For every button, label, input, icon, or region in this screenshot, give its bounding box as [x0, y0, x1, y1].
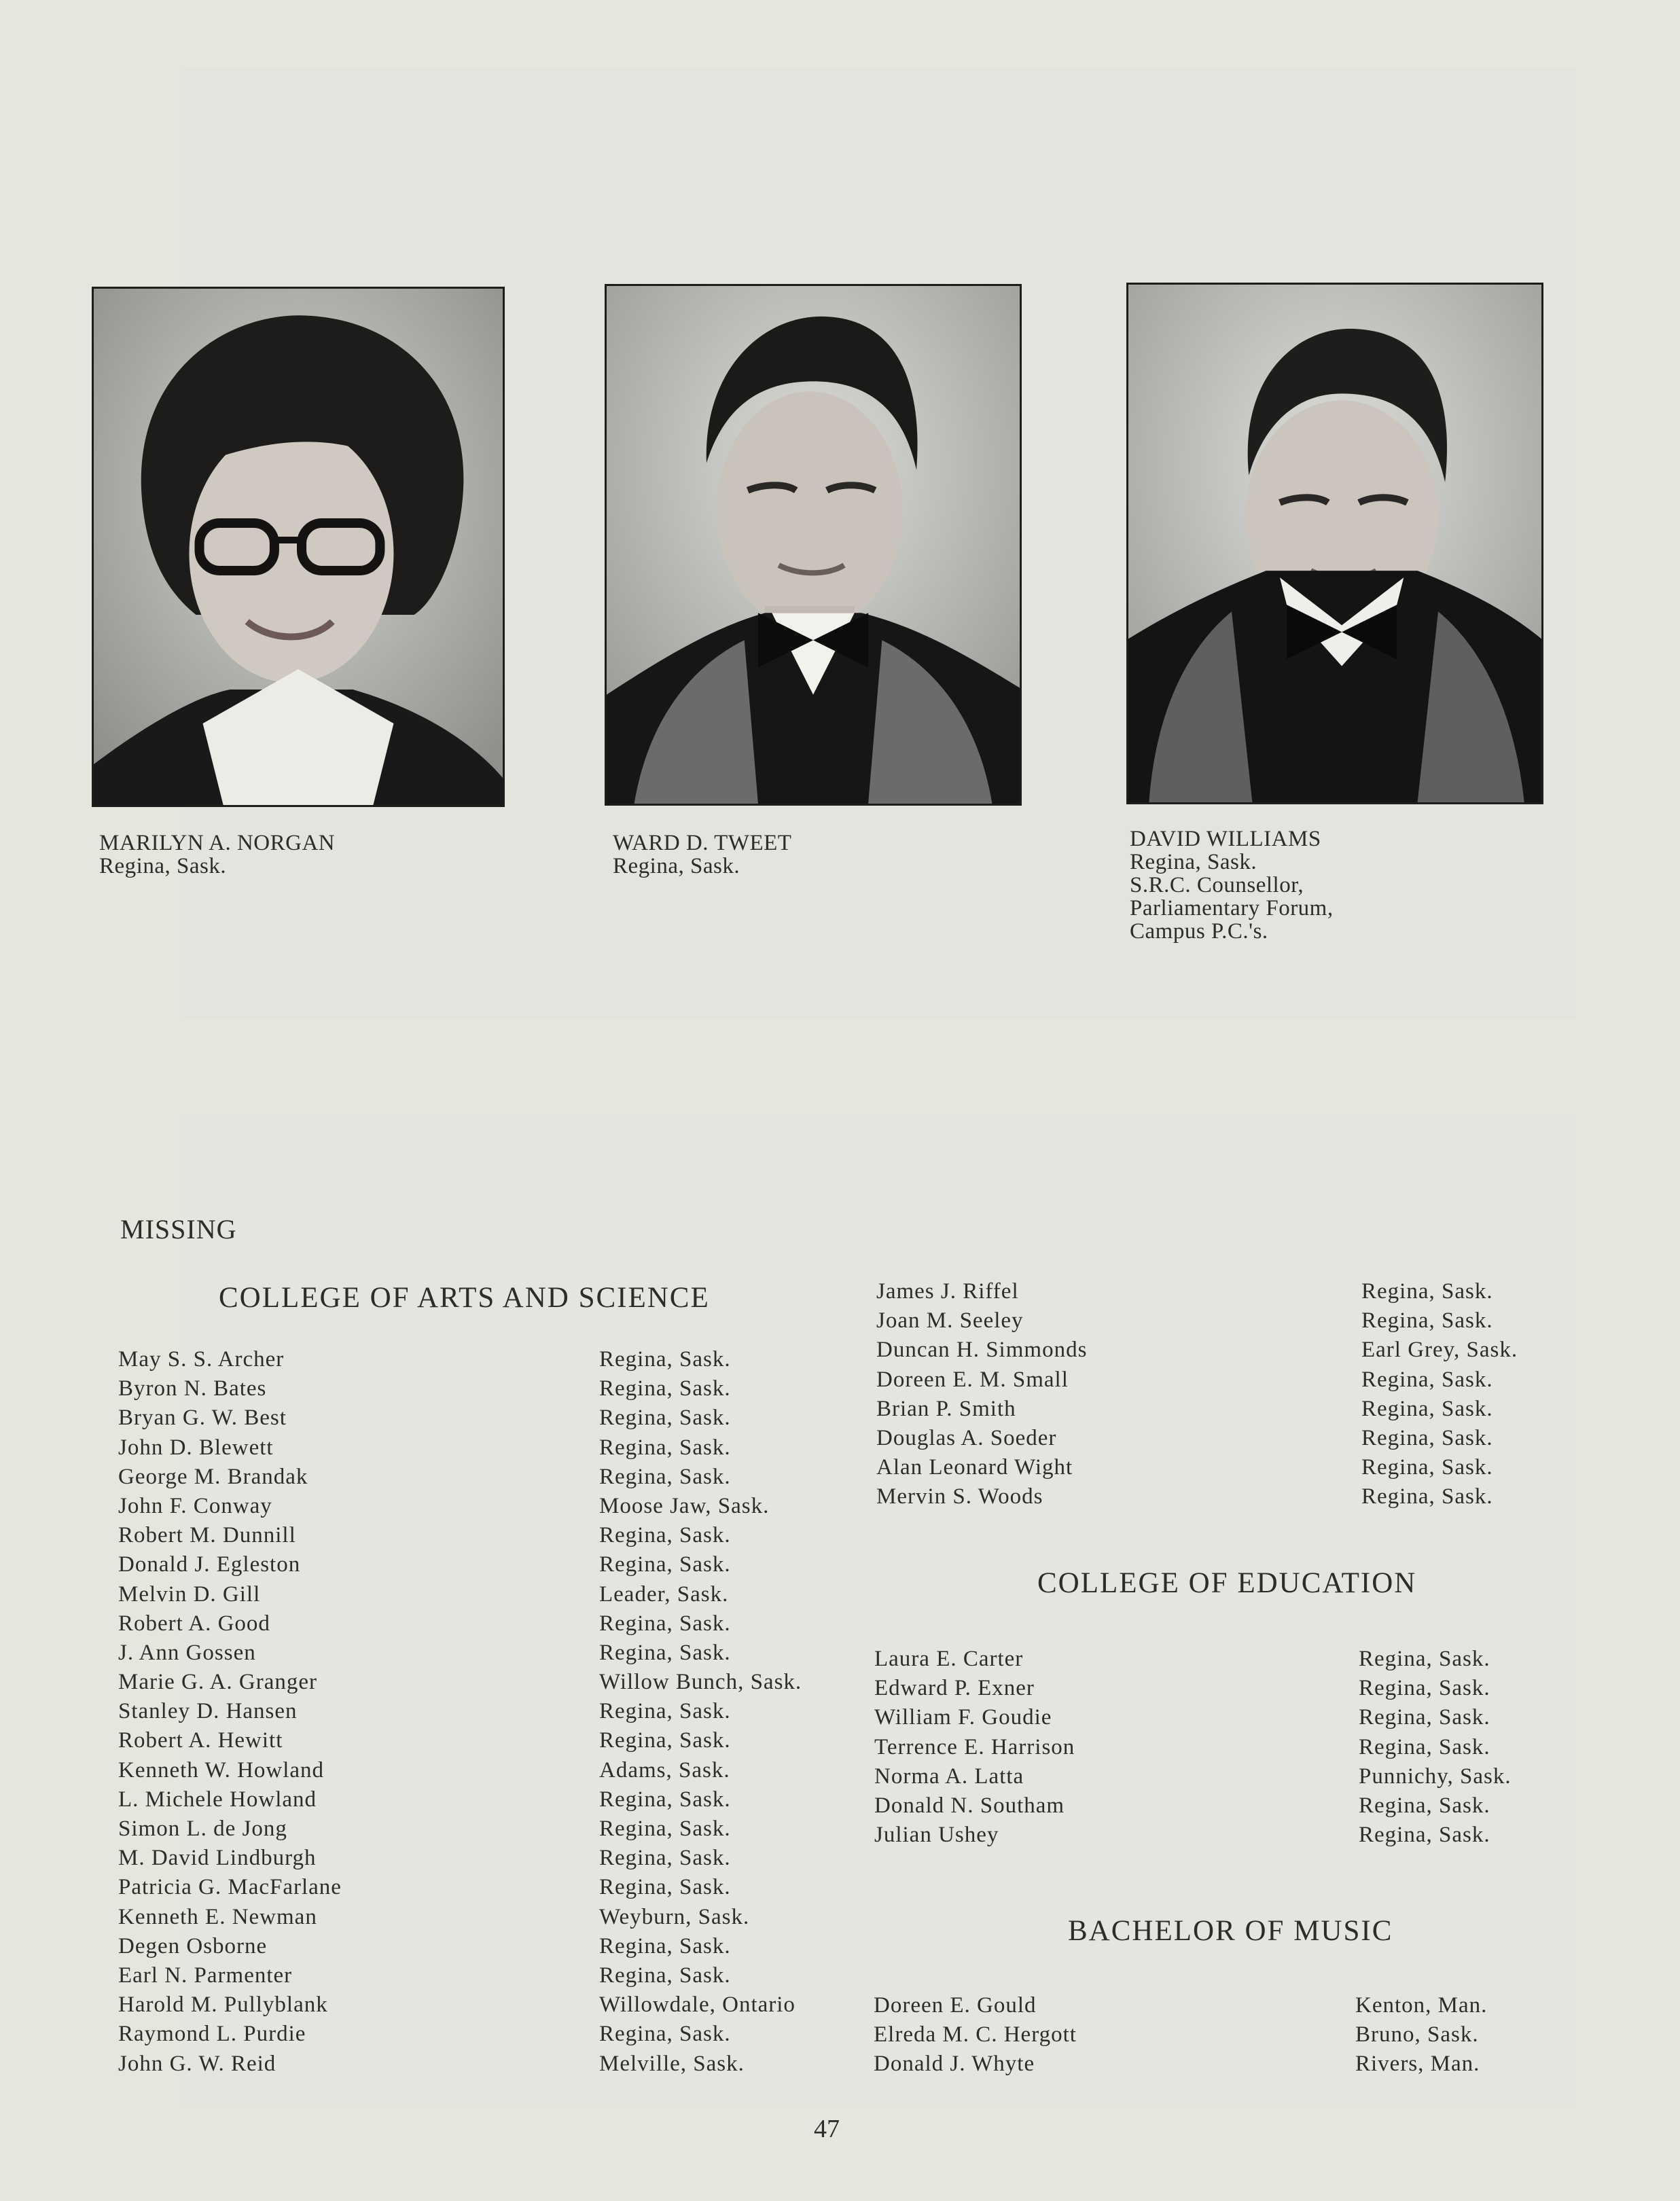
student-hometown: Regina, Sask. [599, 1523, 731, 1548]
student-name: Donald J. Whyte [874, 2052, 1035, 2077]
list-item [874, 2050, 1553, 2079]
student-name: Robert A. Good [118, 1611, 270, 1636]
list-item [118, 1492, 865, 1521]
student-hometown: Regina, Sask. [599, 1347, 731, 1372]
list-item [118, 2050, 865, 2079]
student-hometown: Regina, Sask. [1359, 1793, 1490, 1818]
portrait-caption [613, 831, 791, 878]
portrait-caption [99, 831, 335, 878]
arts-student-list-continued [876, 1277, 1556, 1512]
list-item [874, 1733, 1554, 1762]
student-hometown: Regina, Sask. [599, 1963, 731, 1988]
student-hometown: Regina, Sask. [599, 1699, 731, 1724]
list-item [874, 1703, 1554, 1732]
list-item [118, 1785, 865, 1814]
student-name: Harold M. Pullyblank [118, 1992, 328, 2018]
student-name: M. David Lindburgh [118, 1846, 317, 1871]
student-name: Patricia G. MacFarlane [118, 1875, 342, 1900]
list-item [118, 1903, 865, 1932]
graduate-activity: Campus P.C.'s. [1130, 919, 1268, 944]
student-name: Douglas A. Soeder [876, 1425, 1057, 1450]
list-item [876, 1395, 1556, 1424]
list-item [118, 1580, 865, 1609]
student-name: Elreda M. C. Hergott [874, 2022, 1077, 2047]
student-name: Simon L. de Jong [118, 1817, 287, 1841]
list-item [874, 1645, 1554, 1674]
portrait-photo [92, 287, 505, 807]
student-hometown: Moose Jaw, Sask. [599, 1493, 770, 1518]
list-item [118, 1961, 865, 1990]
student-hometown: Rivers, Man. [1355, 2052, 1480, 2077]
student-name: Robert M. Dunnill [118, 1523, 296, 1548]
list-item [876, 1336, 1556, 1365]
list-item [876, 1453, 1556, 1482]
student-name: Degen Osborne [118, 1933, 268, 1958]
student-hometown: Regina, Sask. [599, 2022, 731, 2047]
student-name: Joan M. Seeley [876, 1308, 1024, 1334]
student-name: Bryan G. W. Best [118, 1406, 287, 1431]
list-item [118, 1814, 865, 1844]
student-hometown: Regina, Sask. [1361, 1425, 1493, 1450]
student-hometown: Willowdale, Ontario [599, 1992, 796, 2018]
section-heading-education: COLLEGE OF EDUCATION [1037, 1567, 1417, 1599]
graduate-name: DAVID WILLIAMS [1130, 827, 1321, 851]
student-hometown: Regina, Sask. [1361, 1367, 1493, 1392]
student-hometown: Regina, Sask. [1361, 1455, 1493, 1480]
student-hometown: Regina, Sask. [599, 1728, 731, 1753]
education-student-list [874, 1645, 1554, 1850]
student-name: Mervin S. Woods [876, 1484, 1043, 1509]
student-hometown: Regina, Sask. [599, 1846, 731, 1871]
student-hometown: Melville, Sask. [599, 2051, 745, 2076]
student-name: Stanley D. Hansen [118, 1699, 298, 1724]
list-item [876, 1277, 1556, 1306]
graduate-hometown: Regina, Sask. [99, 854, 227, 878]
student-name: Byron N. Bates [118, 1376, 267, 1401]
student-name: Donald N. Southam [874, 1793, 1065, 1818]
list-item [874, 1821, 1554, 1850]
list-item [118, 1403, 865, 1433]
student-name: Duncan H. Simmonds [876, 1338, 1088, 1363]
graduate-name: WARD D. TWEET [613, 831, 792, 855]
page-number: 47 [814, 2115, 840, 2143]
student-hometown: Leader, Sask. [599, 1581, 729, 1607]
graduate-activity: Parliamentary Forum, [1130, 896, 1334, 920]
list-item [118, 1345, 865, 1374]
student-hometown: Regina, Sask. [599, 1640, 731, 1665]
student-hometown: Regina, Sask. [1361, 1396, 1493, 1421]
list-item [118, 1521, 865, 1550]
student-hometown: Regina, Sask. [599, 1376, 731, 1401]
graduate-hometown: Regina, Sask. [613, 854, 740, 878]
student-name: Earl N. Parmenter [118, 1963, 293, 1988]
student-name: Donald J. Egleston [118, 1552, 301, 1577]
student-name: Kenneth W. Howland [118, 1757, 325, 1783]
list-item [118, 1756, 865, 1785]
student-hometown: Regina, Sask. [599, 1435, 731, 1460]
student-name: Terrence E. Harrison [874, 1734, 1075, 1759]
student-hometown: Regina, Sask. [1359, 1676, 1490, 1701]
student-name: Marie G. A. Granger [118, 1670, 317, 1695]
student-name: Laura E. Carter [874, 1647, 1024, 1671]
student-name: George M. Brandak [118, 1464, 308, 1489]
student-name: Edward P. Exner [874, 1676, 1035, 1701]
list-item [118, 1668, 865, 1697]
student-name: Robert A. Hewitt [118, 1728, 283, 1753]
student-hometown: Regina, Sask. [1359, 1823, 1490, 1848]
student-hometown: Bruno, Sask. [1355, 2022, 1479, 2047]
graduate-hometown: Regina, Sask. [1130, 850, 1257, 874]
student-hometown: Regina, Sask. [1361, 1279, 1493, 1304]
student-name: L. Michele Howland [118, 1787, 317, 1812]
list-item [118, 1609, 865, 1639]
student-name: John G. W. Reid [118, 2051, 276, 2076]
list-item [874, 1791, 1554, 1821]
list-item [118, 1844, 865, 1873]
student-hometown: Adams, Sask. [599, 1757, 730, 1783]
list-item [876, 1365, 1556, 1395]
student-name: Doreen E. M. Small [876, 1367, 1069, 1392]
list-item [874, 2020, 1553, 2050]
student-name: Melvin D. Gill [118, 1581, 261, 1607]
list-item [118, 1932, 865, 1961]
student-hometown: Regina, Sask. [1361, 1484, 1493, 1509]
list-item [118, 1873, 865, 1902]
student-hometown: Weyburn, Sask. [599, 1904, 750, 1929]
student-hometown: Regina, Sask. [599, 1787, 731, 1812]
graduate-activity: S.R.C. Counsellor, [1130, 873, 1304, 897]
arts-student-list [118, 1345, 865, 2079]
student-hometown: Regina, Sask. [599, 1464, 731, 1489]
portrait-photo [605, 284, 1022, 806]
student-hometown: Regina, Sask. [599, 1406, 731, 1431]
student-hometown: Punnichy, Sask. [1359, 1764, 1512, 1789]
student-hometown: Regina, Sask. [1359, 1734, 1490, 1759]
graduate-name: MARILYN A. NORGAN [99, 831, 336, 855]
list-item [118, 1374, 865, 1403]
music-student-list [874, 1991, 1553, 2079]
student-name: J. Ann Gossen [118, 1640, 256, 1665]
student-hometown: Willow Bunch, Sask. [599, 1670, 802, 1695]
section-heading-arts: COLLEGE OF ARTS AND SCIENCE [219, 1282, 710, 1314]
list-item [876, 1306, 1556, 1336]
list-item [118, 1463, 865, 1492]
student-hometown: Regina, Sask. [1359, 1705, 1490, 1730]
student-name: Norma A. Latta [874, 1764, 1024, 1789]
student-name: Raymond L. Purdie [118, 2022, 306, 2047]
student-name: Brian P. Smith [876, 1396, 1016, 1421]
missing-title: MISSING [120, 1214, 237, 1245]
list-item [118, 1726, 865, 1755]
list-item [118, 1550, 865, 1579]
list-item [874, 1674, 1554, 1703]
student-hometown: Regina, Sask. [1359, 1647, 1490, 1671]
portrait-photo [1126, 283, 1543, 804]
list-item [118, 1990, 865, 2020]
student-name: John D. Blewett [118, 1435, 274, 1460]
student-hometown: Regina, Sask. [599, 1875, 731, 1900]
student-hometown: Regina, Sask. [599, 1552, 731, 1577]
portrait-caption [1130, 827, 1334, 943]
list-item [118, 1697, 865, 1726]
student-hometown: Kenton, Man. [1355, 1993, 1488, 2018]
student-name: Kenneth E. Newman [118, 1904, 317, 1929]
list-item [876, 1482, 1556, 1511]
student-hometown: Regina, Sask. [1361, 1308, 1493, 1334]
list-item [876, 1424, 1556, 1453]
student-name: James J. Riffel [876, 1279, 1019, 1304]
list-item [874, 1991, 1553, 2020]
list-item [118, 2020, 865, 2049]
student-name: John F. Conway [118, 1493, 272, 1518]
list-item [118, 1433, 865, 1463]
list-item [118, 1639, 865, 1668]
student-name: Doreen E. Gould [874, 1993, 1037, 2018]
section-heading-music: BACHELOR OF MUSIC [1068, 1915, 1393, 1947]
student-name: May S. S. Archer [118, 1347, 285, 1372]
student-hometown: Earl Grey, Sask. [1361, 1338, 1518, 1363]
student-hometown: Regina, Sask. [599, 1611, 731, 1636]
student-hometown: Regina, Sask. [599, 1933, 731, 1958]
student-hometown: Regina, Sask. [599, 1817, 731, 1841]
student-name: Alan Leonard Wight [876, 1455, 1073, 1480]
student-name: William F. Goudie [874, 1705, 1052, 1730]
list-item [874, 1762, 1554, 1791]
student-name: Julian Ushey [874, 1823, 999, 1848]
